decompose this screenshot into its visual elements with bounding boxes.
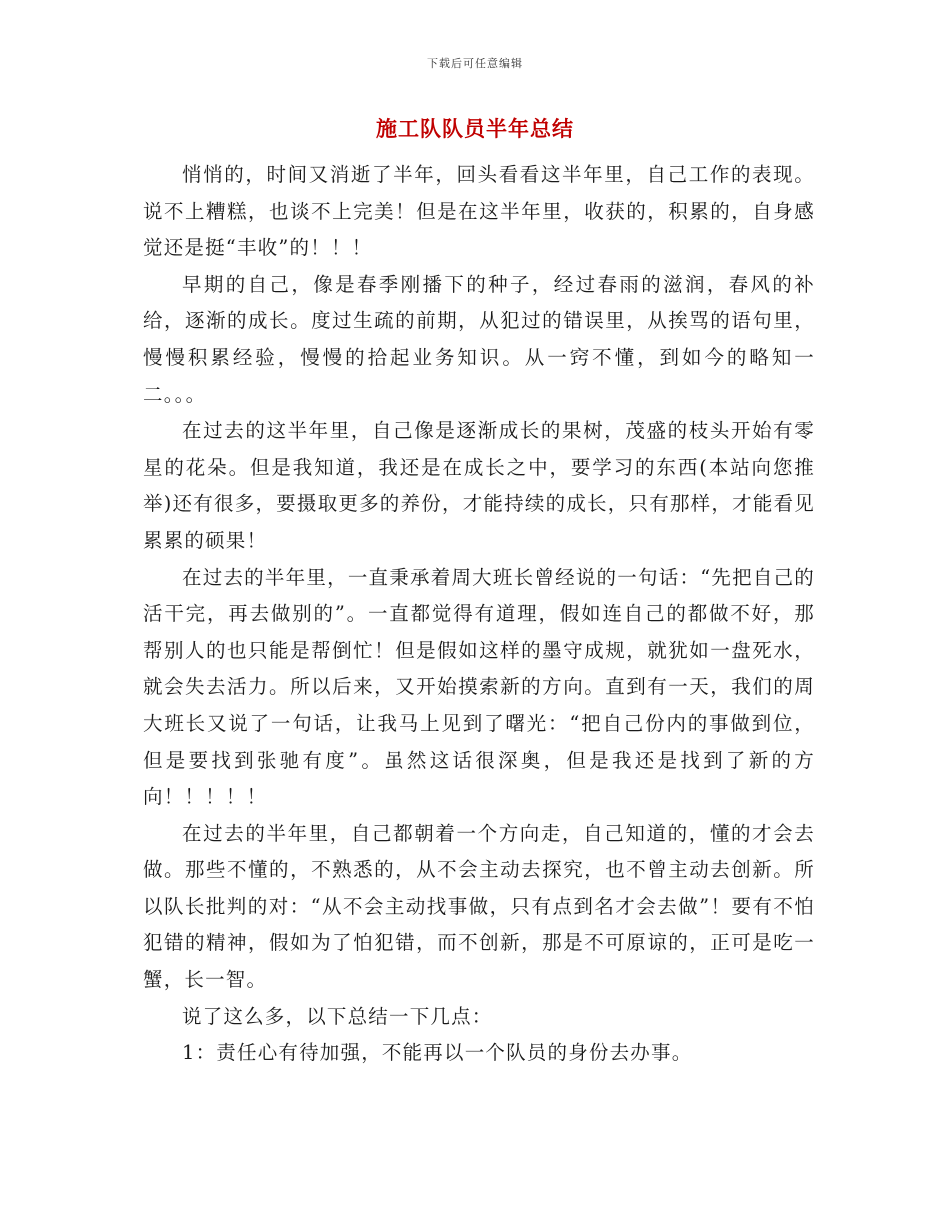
document-body (143, 157, 815, 1072)
page-header-note: 下载后可任意编辑 (427, 57, 523, 70)
paragraph-5: 在过去的半年里，自己都朝着一个方向走，自己知道的，懂的才会去做。那些不懂的，不熟悉的，从不会主动去探究，也不曾主动去创新。所以队长批判的对：“从不会主动找事做，只有点到名才会去做”！要有不怕犯错的精神，假如为了怕犯错，而不创新，那是不可原谅的，正可是吃一蟹，长一智。 (143, 821, 815, 992)
document-title: 施工队队员半年总结 (376, 116, 574, 141)
paragraph-3: 在过去的这半年里，自己像是逐渐成长的果树，茂盛的枝头开始有零星的花朵。但是我知道，我还是在成长之中，要学习的东西(本站向您推举)还有很多，要摄取更多的养份，才能持续的成长，只有那样，才能看见累累的硕果！ (143, 419, 815, 552)
paragraph-7: 1：责任心有待加强，不能再以一个队员的身份去办事。 (182, 1041, 693, 1065)
paragraph-4: 在过去的半年里，一直秉承着周大班长曾经说的一句话：“先把自己的活干完，再去做别的”。一直都觉得有道理，假如连自己的都做不好，那帮别人的也只能是帮倒忙！但是假如这样的墨守成规，就犹如一盘死水，就会失去活力。所以后来，又开始摸索新的方向。直到有一天，我们的周大班长又说了一句话，让我马上见到了曙光：“把自己份内的事做到位，但是要找到张驰有度”。虽然这话很深奥，但是我还是找到了新的方向！！！！！ (143, 565, 815, 809)
paragraph-1: 悄悄的，时间又消逝了半年，回头看看这半年里，自己工作的表现。说不上糟糕，也谈不上完美！但是在这半年里，收获的，积累的，自身感觉还是挺“丰收”的！！！ (143, 163, 815, 260)
paragraph-2: 早期的自己，像是春季刚播下的种子，经过春雨的滋润，春风的补给，逐渐的成长。度过生疏的前期，从犯过的错误里，从挨骂的语句里，慢慢积累经验，慢慢的拾起业务知识。从一窍不懂，到如今的略知一二。。。 (143, 272, 815, 406)
paragraph-6: 说了这么多，以下总结一下几点： (182, 1004, 493, 1028)
